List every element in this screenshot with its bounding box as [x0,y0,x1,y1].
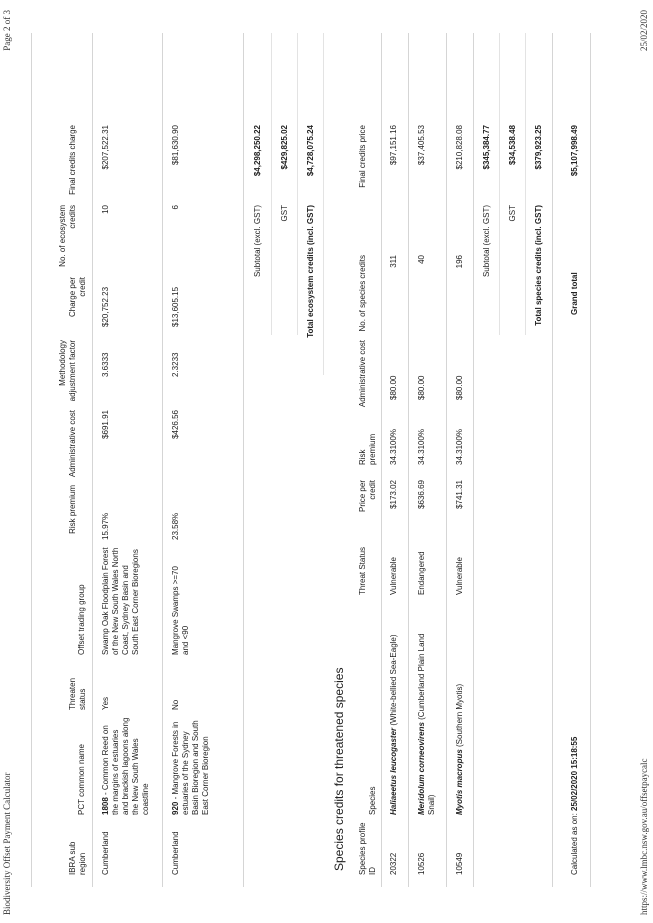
divider [271,33,272,335]
header-maf: Methodology adjustment factor [58,340,77,402]
admin-cell: $80.00 [417,375,426,400]
species-total-label: Total species credits (incl. GST) [534,205,543,326]
header-admin: Administrative cost [68,410,77,478]
species-id-cell: 20322 [389,852,398,875]
species-gst-value: $34,538.48 [508,125,517,166]
pct-code: 1808 [101,797,110,815]
grand-total-label: Grand total [570,272,579,315]
common-name: (Southern Myotis) [455,683,464,750]
divider [473,33,474,887]
header-num-eco: No. of ecosystem credits [58,205,77,267]
num-cell: 40 [417,255,426,264]
common-name: (Cumberland Plain Land Snail) [417,633,436,815]
eco-gst-label: GST [280,205,289,222]
admin-cell: $80.00 [389,375,398,400]
admin-cell: $691.91 [101,410,110,439]
divider [243,33,244,887]
species-name-cell [389,605,399,815]
calculated-as-on [570,737,580,875]
final-cell: $97,151.16 [389,125,398,166]
scientific-name: Meridolum corneovirens [417,722,426,815]
header-final: Final credits charge [68,125,77,195]
pct-name: - Common Reed on the margins of estuaries and brackish lagoons along the New South Wales coastline [101,717,150,815]
header-species-admin: Administrative cost [358,340,367,408]
header-threat-status: Threat Status [358,546,367,595]
final-cell: $37,405.53 [417,125,426,166]
grand-total-value: $5,107,998.49 [570,125,579,177]
final-cell: $210,828.08 [455,125,464,170]
maf-cell: 2.3233 [171,352,180,377]
species-subtotal-value: $345,384.77 [482,125,491,170]
calculated-label: Calculated as on: [570,810,579,875]
num-cell: 6 [171,205,180,210]
price-cell: $636.69 [417,480,426,509]
scientific-name: Haliaeetus leucogaster [389,727,398,815]
divider [92,33,93,887]
divider [552,33,553,887]
status-cell: Vulnerable [455,557,464,595]
species-id-cell: 10549 [455,852,464,875]
pct-cell [171,715,211,815]
divider [408,33,409,887]
final-cell: $207,522.31 [101,125,110,170]
calculated-value: 25/02/2020 15:18:55 [570,736,579,811]
risk-cell: 23.58% [171,512,180,540]
divider [590,33,591,887]
header-risk: Risk premium [68,485,77,534]
pct-name: - Mangrove Forests in estuaries of the Sydney Basin Bioregion and South East Corner Bioregion [171,720,210,815]
scientific-name: Myotis macropus [455,749,464,815]
browser-print-header [0,0,16,923]
print-date: 25/02/2020 [639,10,649,52]
species-total-value: $379,923.25 [534,125,543,170]
ibra-cell: Cumberland [171,831,180,875]
risk-cell: 15.97% [101,512,110,540]
threat-cell: Yes [101,696,110,710]
common-name: (White-bellied Sea-Eagle) [389,634,398,728]
species-subtotal-label: Subtotal (excl. GST) [482,205,491,278]
risk-cell: 34.3100% [389,428,398,465]
calculator-page [25,25,625,895]
divider [525,33,526,335]
species-gst-label: GST [508,205,517,222]
eco-gst-value: $429,825.02 [280,125,289,170]
pct-cell [101,715,151,815]
num-cell: 196 [455,255,464,269]
admin-cell: $426.56 [171,410,180,439]
header-species: Species [368,786,377,815]
status-cell: Endangered [417,551,426,595]
header-group: Offset trading group [77,584,86,655]
divider [297,33,298,335]
print-page-number: Page 2 of 3 [2,10,12,51]
species-name-cell [417,630,437,815]
browser-print-footer [637,0,653,923]
group-cell: Swamp Oak Floodplain Forest of the New South Wales North Coast, Sydney Basin and South East Corner Bioregions [101,547,140,655]
eco-subtotal-label: Subtotal (excl. GST) [253,205,262,278]
print-title: Biodiversity Offset Payment Calculator [2,772,12,915]
divider [162,33,163,887]
species-name-cell [455,605,465,815]
eco-subtotal-value: $4,298,250.22 [253,125,262,177]
header-final-price: Final credits price [358,125,367,188]
risk-cell: 34.3100% [455,428,464,465]
header-threat: Threaten status [68,677,87,710]
threat-cell: No [171,699,180,710]
status-cell: Vulnerable [389,557,398,595]
charge-cell: $20,752.23 [101,286,110,327]
header-risk-premium: Risk premium [358,433,377,465]
header-price: Price per credit [358,480,377,513]
final-cell: $81,630.90 [171,125,180,166]
ibra-cell: Cumberland [101,831,110,875]
header-charge: Charge per credit [68,277,87,318]
header-ibra: IBRA sub region [68,841,87,875]
divider [31,33,32,887]
header-num-species: No. of species credits [358,255,367,332]
eco-total-value: $4,728,075.24 [306,125,315,177]
divider [381,33,382,887]
species-section-title: Species credits for threatened species [332,667,346,871]
group-cell: Mangrove Swamps >=70 and <90 [171,566,190,655]
price-cell: $173.02 [389,480,398,509]
risk-cell: 34.3100% [417,428,426,465]
divider [323,33,324,375]
num-cell: 10 [101,205,110,214]
charge-cell: $13,605.15 [171,286,180,327]
pct-code: 920 [171,801,180,815]
num-cell: 311 [389,255,398,268]
divider [446,33,447,887]
header-species-id: Species profile ID [358,822,377,875]
price-cell: $741.31 [455,480,464,509]
species-id-cell: 10526 [417,852,426,875]
maf-cell: 3.6333 [101,352,110,377]
header-pct: PCT common name [77,744,86,815]
print-url: https://www.lmbc.nsw.gov.au/offsetpaycalc [639,758,649,915]
divider [499,33,500,335]
admin-cell: $80.00 [455,375,464,400]
eco-total-label: Total ecosystem credits (incl. GST) [306,205,315,338]
